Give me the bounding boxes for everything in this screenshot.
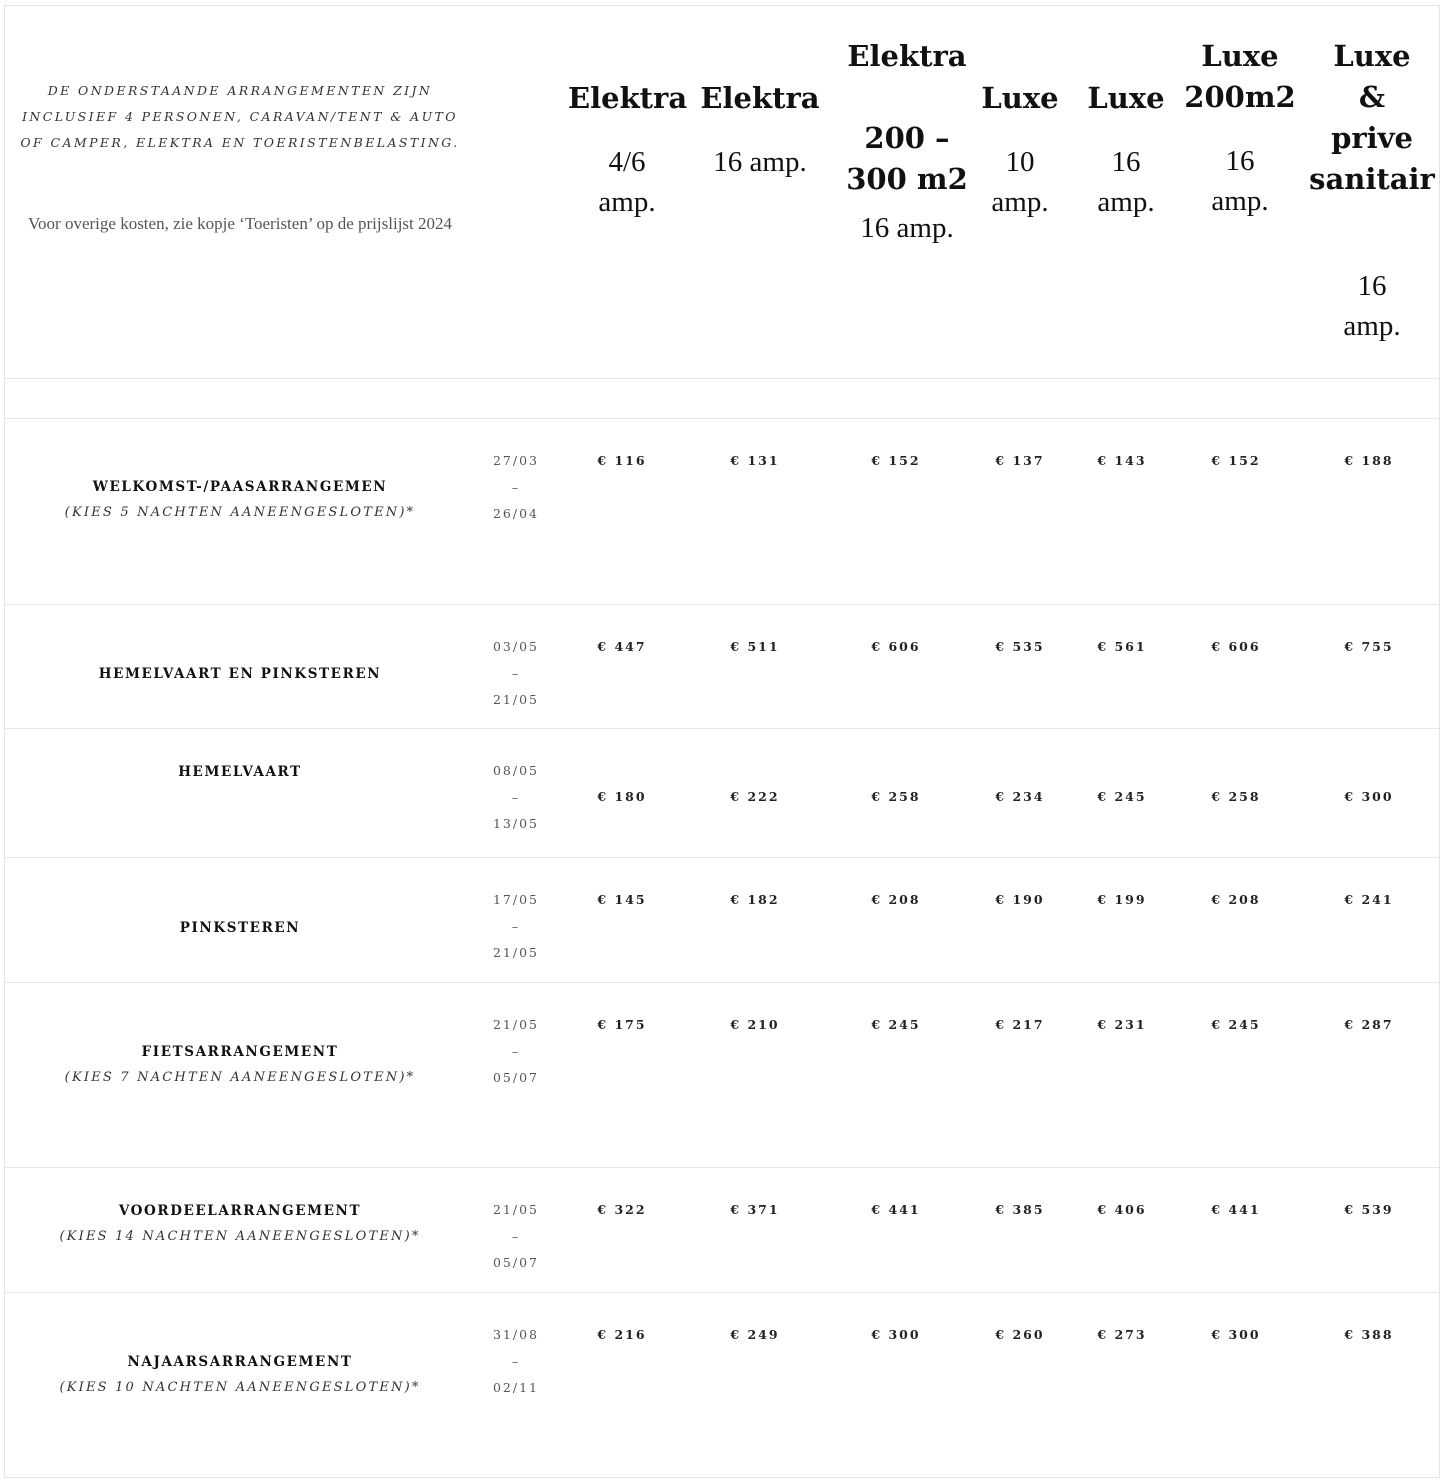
price: € 180 — [597, 789, 647, 804]
row-divider — [5, 1292, 1440, 1293]
column-header-elektra-16 — [700, 78, 820, 182]
price: € 249 — [730, 1327, 780, 1342]
date-range: 27/03 – 26/04 — [492, 453, 540, 521]
column-header-elektra-200-300 — [832, 36, 982, 248]
date-range: 17/05 – 21/05 — [492, 892, 540, 960]
price: € 385 — [995, 1202, 1045, 1217]
price: € 208 — [871, 892, 921, 907]
price: € 441 — [1211, 1202, 1261, 1217]
price: € 406 — [1097, 1202, 1147, 1217]
arrangement-name: FIETSARRANGEMENT — [141, 1044, 339, 1060]
price: € 241 — [1344, 892, 1394, 907]
price: € 300 — [871, 1327, 921, 1342]
row-divider — [5, 604, 1440, 605]
row-label — [15, 1198, 465, 1250]
column-subtitle: 16 amp. — [860, 212, 954, 244]
arrangement-name: PINKSTEREN — [179, 920, 301, 936]
arrangement-note: (KIES 10 NACHTEN AANEENGESLOTEN)* — [59, 1380, 421, 1395]
row-label — [15, 759, 465, 785]
column-subtitle: 16 amp. — [1097, 146, 1155, 218]
column-subtitle: 4/6 amp. — [598, 146, 656, 218]
column-title: Luxe — [1087, 81, 1165, 115]
price: € 606 — [1211, 639, 1261, 654]
row-label — [15, 915, 465, 941]
row-label — [15, 474, 465, 526]
price: € 441 — [871, 1202, 921, 1217]
row-label — [15, 1349, 465, 1401]
column-title: Luxe 200m2 — [1184, 39, 1296, 114]
price: € 131 — [730, 453, 780, 468]
date-range: 03/05 – 21/05 — [492, 639, 540, 707]
price: € 322 — [597, 1202, 647, 1217]
price: € 231 — [1097, 1017, 1147, 1032]
arrangement-note: (KIES 5 NACHTEN AANEENGESLOTEN)* — [64, 505, 416, 520]
column-subtitle: 16 amp. — [713, 146, 807, 178]
column-subtitle: 10 amp. — [991, 146, 1049, 218]
row-divider — [5, 728, 1440, 729]
column-subtitle: 16 amp. — [1211, 145, 1269, 217]
arrangement-note: (KIES 14 NACHTEN AANEENGESLOTEN)* — [59, 1229, 421, 1244]
price: € 447 — [597, 639, 647, 654]
column-header-luxe-prive-sanitair — [1308, 36, 1436, 346]
row-divider — [5, 378, 1440, 379]
column-title: Luxe & prive sanitair — [1309, 39, 1435, 196]
arrangement-name: VOORDEELARRANGEMENT — [118, 1203, 362, 1219]
price: € 287 — [1344, 1017, 1394, 1032]
column-header-luxe-16 — [1076, 78, 1176, 222]
row-divider — [5, 857, 1440, 858]
price: € 300 — [1344, 789, 1394, 804]
date-range: 21/05 – 05/07 — [492, 1017, 540, 1085]
price: € 371 — [730, 1202, 780, 1217]
date-range: 31/08 – 02/11 — [492, 1327, 540, 1395]
price: € 145 — [597, 892, 647, 907]
price: € 210 — [730, 1017, 780, 1032]
arrangement-name: HEMELVAART — [178, 764, 302, 780]
price: € 260 — [995, 1327, 1045, 1342]
price: € 208 — [1211, 892, 1261, 907]
arrangement-name: HEMELVAART EN PINKSTEREN — [98, 666, 382, 682]
price: € 258 — [1211, 789, 1261, 804]
price: € 137 — [995, 453, 1045, 468]
price: € 258 — [871, 789, 921, 804]
date-range: 08/05 – 13/05 — [492, 763, 540, 831]
price: € 273 — [1097, 1327, 1147, 1342]
column-subtitle: 16 amp. — [1343, 270, 1401, 342]
column-header-luxe-200m2 — [1180, 36, 1300, 221]
arrangement-note: (KIES 7 NACHTEN AANEENGESLOTEN)* — [64, 1070, 416, 1085]
price: € 245 — [1211, 1017, 1261, 1032]
price: € 245 — [871, 1017, 921, 1032]
row-divider — [5, 418, 1440, 419]
price: € 234 — [995, 789, 1045, 804]
price: € 182 — [730, 892, 780, 907]
column-title: Elektra — [568, 81, 688, 115]
column-header-luxe-10 — [970, 78, 1070, 222]
date-range: 21/05 – 05/07 — [492, 1202, 540, 1270]
price: € 217 — [995, 1017, 1045, 1032]
price: € 539 — [1344, 1202, 1394, 1217]
price: € 300 — [1211, 1327, 1261, 1342]
intro-text: DE ONDERSTAANDE ARRANGEMENTEN ZIJN INCLUSIEF 4 PERSONEN, CARAVAN/TENT & AUTO OF CAMPER, ELEKTRA EN TOERISTENBELASTING. — [20, 83, 460, 150]
intro-note: Voor overige kosten, zie kopje ‘Toeristen’ op de prijslijst 2024 — [27, 214, 453, 233]
price: € 152 — [1211, 453, 1261, 468]
price: € 535 — [995, 639, 1045, 654]
price: € 190 — [995, 892, 1045, 907]
row-divider — [5, 982, 1440, 983]
price: € 116 — [597, 453, 647, 468]
price: € 199 — [1097, 892, 1147, 907]
price: € 755 — [1344, 639, 1394, 654]
row-label — [15, 1039, 465, 1091]
row-label — [15, 661, 465, 687]
arrangement-name: WELKOMST-/PAASARRANGEMEN — [92, 479, 388, 495]
price: € 143 — [1097, 453, 1147, 468]
price: € 245 — [1097, 789, 1147, 804]
price: € 511 — [730, 639, 780, 654]
price: € 606 — [871, 639, 921, 654]
price: € 561 — [1097, 639, 1147, 654]
price: € 175 — [597, 1017, 647, 1032]
column-title: Elektra — [700, 81, 820, 115]
row-divider — [5, 1167, 1440, 1168]
column-title: Elektra 200 – 300 m2 — [846, 39, 968, 196]
arrangement-name: NAJAARSARRANGEMENT — [127, 1354, 353, 1370]
price: € 388 — [1344, 1327, 1394, 1342]
column-header-elektra-4-6 — [568, 78, 686, 222]
price: € 216 — [597, 1327, 647, 1342]
column-title: Luxe — [981, 81, 1059, 115]
price: € 222 — [730, 789, 780, 804]
price: € 188 — [1344, 453, 1394, 468]
price: € 152 — [871, 453, 921, 468]
